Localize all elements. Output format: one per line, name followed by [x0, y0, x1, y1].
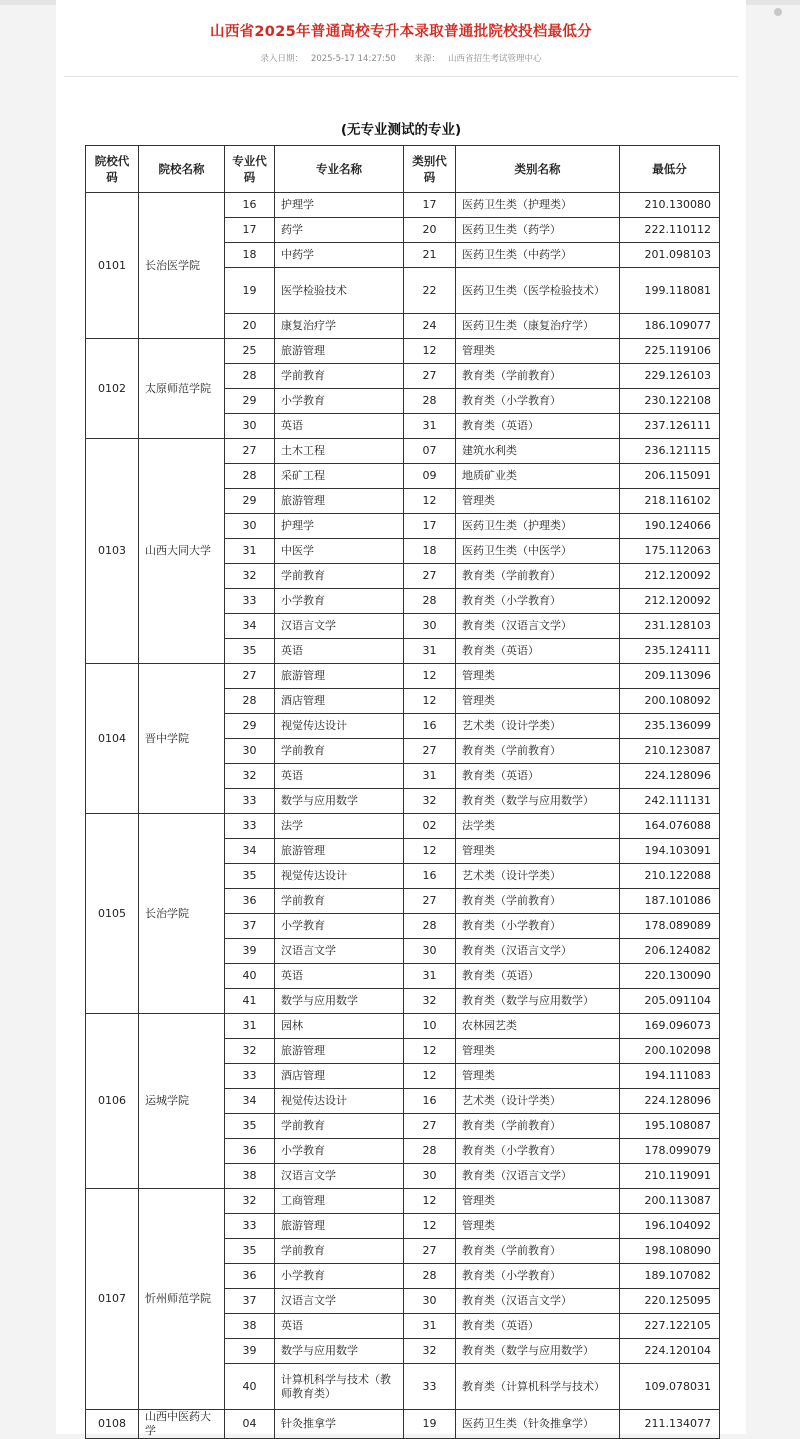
major-name-cell: 数学与应用数学	[275, 1339, 404, 1364]
min-score-cell: 187.101086	[620, 889, 720, 914]
category-code-cell: 30	[404, 1164, 456, 1189]
category-code-cell: 12	[404, 839, 456, 864]
category-code-cell: 10	[404, 1014, 456, 1039]
school-name-cell: 运城学院	[139, 1014, 225, 1189]
category-name-cell: 法学类	[456, 814, 620, 839]
category-code-cell: 27	[404, 364, 456, 389]
min-score-cell: 224.128096	[620, 764, 720, 789]
major-name-cell: 旅游管理	[275, 1039, 404, 1064]
major-name-cell: 英语	[275, 764, 404, 789]
major-name-cell: 小学教育	[275, 1139, 404, 1164]
major-code-cell: 29	[225, 389, 275, 414]
category-code-cell: 09	[404, 464, 456, 489]
min-score-cell: 210.123087	[620, 739, 720, 764]
major-code-cell: 37	[225, 914, 275, 939]
major-name-cell: 小学教育	[275, 1264, 404, 1289]
category-name-cell: 医药卫生类（护理类）	[456, 193, 620, 218]
entry-date-label: 录入日期：	[260, 54, 303, 64]
school-code-cell: 0101	[86, 193, 139, 339]
major-name-cell: 旅游管理	[275, 664, 404, 689]
min-score-cell: 236.121115	[620, 439, 720, 464]
category-code-cell: 02	[404, 814, 456, 839]
min-score-cell: 200.108092	[620, 689, 720, 714]
category-code-cell: 32	[404, 989, 456, 1014]
major-name-cell: 小学教育	[275, 389, 404, 414]
min-score-cell: 220.125095	[620, 1289, 720, 1314]
category-code-cell: 30	[404, 939, 456, 964]
corner-dot	[774, 8, 782, 16]
major-code-cell: 18	[225, 243, 275, 268]
major-name-cell: 中医学	[275, 539, 404, 564]
category-code-cell: 27	[404, 564, 456, 589]
category-name-cell: 教育类（汉语言文学）	[456, 614, 620, 639]
category-name-cell: 教育类（小学教育）	[456, 1139, 620, 1164]
major-name-cell: 法学	[275, 814, 404, 839]
min-score-cell: 169.096073	[620, 1014, 720, 1039]
major-code-cell: 30	[225, 514, 275, 539]
table-row	[86, 1410, 720, 1439]
major-code-cell: 34	[225, 1089, 275, 1114]
category-name-cell: 艺术类（设计学类）	[456, 864, 620, 889]
school-code-cell: 0103	[86, 439, 139, 664]
major-name-cell: 酒店管理	[275, 1064, 404, 1089]
major-code-cell: 33	[225, 1064, 275, 1089]
major-name-cell: 数学与应用数学	[275, 789, 404, 814]
category-code-cell: 17	[404, 193, 456, 218]
major-name-cell: 采矿工程	[275, 464, 404, 489]
min-score-cell: 201.098103	[620, 243, 720, 268]
major-code-cell: 30	[225, 414, 275, 439]
category-code-cell: 07	[404, 439, 456, 464]
major-name-cell: 视觉传达设计	[275, 1089, 404, 1114]
table-subtitle: (无专业测试的专业)	[340, 122, 462, 138]
category-name-cell: 教育类（英语）	[456, 639, 620, 664]
major-code-cell: 28	[225, 464, 275, 489]
major-name-cell: 计算机科学与技术（教师教育类）	[275, 1364, 404, 1410]
table-body	[86, 193, 720, 1439]
school-code-cell: 0108	[86, 1410, 139, 1439]
category-name-cell: 教育类（汉语言文学）	[456, 1164, 620, 1189]
major-name-cell: 旅游管理	[275, 339, 404, 364]
min-score-cell: 195.108087	[620, 1114, 720, 1139]
category-code-cell: 16	[404, 1089, 456, 1114]
category-name-cell: 医药卫生类（针灸推拿学）	[456, 1410, 620, 1439]
major-code-cell: 35	[225, 864, 275, 889]
school-name-cell: 太原师范学院	[139, 339, 225, 439]
major-code-cell: 04	[225, 1410, 275, 1439]
category-name-cell: 教育类（英语）	[456, 764, 620, 789]
min-score-cell: 198.108090	[620, 1239, 720, 1264]
category-code-cell: 12	[404, 1064, 456, 1089]
major-code-cell: 38	[225, 1314, 275, 1339]
major-code-cell: 31	[225, 1014, 275, 1039]
min-score-cell: 210.122088	[620, 864, 720, 889]
category-code-cell: 31	[404, 1314, 456, 1339]
min-score-cell: 186.109077	[620, 314, 720, 339]
min-score-cell: 218.116102	[620, 489, 720, 514]
category-code-cell: 27	[404, 1114, 456, 1139]
table-header-row	[86, 146, 720, 193]
major-code-cell: 35	[225, 639, 275, 664]
header-school-code: 院校代码	[86, 146, 139, 193]
category-code-cell: 31	[404, 764, 456, 789]
min-score-cell: 164.076088	[620, 814, 720, 839]
major-name-cell: 汉语言文学	[275, 1289, 404, 1314]
major-name-cell: 针灸推拿学	[275, 1410, 404, 1439]
major-code-cell: 40	[225, 1364, 275, 1410]
table-row	[86, 814, 720, 839]
category-name-cell: 建筑水利类	[456, 439, 620, 464]
min-score-cell: 222.110112	[620, 218, 720, 243]
major-code-cell: 30	[225, 739, 275, 764]
major-code-cell: 29	[225, 489, 275, 514]
source	[411, 54, 546, 64]
category-name-cell: 艺术类（设计学类）	[456, 714, 620, 739]
min-score-cell: 206.124082	[620, 939, 720, 964]
category-name-cell: 艺术类（设计学类）	[456, 1089, 620, 1114]
category-code-cell: 32	[404, 789, 456, 814]
min-score-cell: 200.113087	[620, 1189, 720, 1214]
divider	[64, 76, 738, 77]
min-score-cell: 224.120104	[620, 1339, 720, 1364]
category-code-cell: 16	[404, 714, 456, 739]
major-code-cell: 36	[225, 1264, 275, 1289]
major-code-cell: 36	[225, 1139, 275, 1164]
table-row	[86, 664, 720, 689]
major-code-cell: 35	[225, 1114, 275, 1139]
min-score-cell: 178.099079	[620, 1139, 720, 1164]
category-code-cell: 12	[404, 1189, 456, 1214]
min-score-cell: 200.102098	[620, 1039, 720, 1064]
major-code-cell: 29	[225, 714, 275, 739]
category-name-cell: 医药卫生类（中医学）	[456, 539, 620, 564]
major-code-cell: 36	[225, 889, 275, 914]
category-name-cell: 教育类（学前教育）	[456, 739, 620, 764]
category-name-cell: 教育类（小学教育）	[456, 389, 620, 414]
major-name-cell: 学前教育	[275, 739, 404, 764]
min-score-cell: 229.126103	[620, 364, 720, 389]
major-code-cell: 32	[225, 1189, 275, 1214]
major-code-cell: 32	[225, 764, 275, 789]
major-code-cell: 41	[225, 989, 275, 1014]
major-name-cell: 园林	[275, 1014, 404, 1039]
major-name-cell: 英语	[275, 964, 404, 989]
header-major-code: 专业代码	[225, 146, 275, 193]
major-name-cell: 小学教育	[275, 589, 404, 614]
major-code-cell: 33	[225, 589, 275, 614]
min-score-cell: 230.122108	[620, 389, 720, 414]
min-score-cell: 189.107082	[620, 1264, 720, 1289]
min-score-cell: 194.111083	[620, 1064, 720, 1089]
major-code-cell: 25	[225, 339, 275, 364]
category-name-cell: 管理类	[456, 489, 620, 514]
major-name-cell: 学前教育	[275, 364, 404, 389]
category-code-cell: 12	[404, 1039, 456, 1064]
min-score-cell: 209.113096	[620, 664, 720, 689]
category-name-cell: 医药卫生类（药学）	[456, 218, 620, 243]
entry-date	[256, 54, 399, 64]
major-name-cell: 旅游管理	[275, 489, 404, 514]
major-name-cell: 英语	[275, 414, 404, 439]
major-name-cell: 旅游管理	[275, 839, 404, 864]
category-name-cell: 教育类（数学与应用数学）	[456, 789, 620, 814]
category-name-cell: 医药卫生类（中药学）	[456, 243, 620, 268]
major-name-cell: 中药学	[275, 243, 404, 268]
category-name-cell: 教育类（英语）	[456, 414, 620, 439]
major-code-cell: 31	[225, 539, 275, 564]
article-meta	[56, 52, 746, 64]
major-code-cell: 20	[225, 314, 275, 339]
category-name-cell: 教育类（英语）	[456, 964, 620, 989]
min-score-cell: 206.115091	[620, 464, 720, 489]
category-name-cell: 管理类	[456, 1214, 620, 1239]
category-code-cell: 30	[404, 614, 456, 639]
category-name-cell: 管理类	[456, 839, 620, 864]
category-code-cell: 21	[404, 243, 456, 268]
category-name-cell: 教育类（数学与应用数学）	[456, 989, 620, 1014]
min-score-cell: 224.128096	[620, 1089, 720, 1114]
school-name-cell: 晋中学院	[139, 664, 225, 814]
major-code-cell: 33	[225, 814, 275, 839]
category-code-cell: 27	[404, 739, 456, 764]
category-code-cell: 27	[404, 1239, 456, 1264]
category-code-cell: 17	[404, 514, 456, 539]
major-name-cell: 学前教育	[275, 1239, 404, 1264]
category-code-cell: 28	[404, 589, 456, 614]
category-name-cell: 教育类（英语）	[456, 1314, 620, 1339]
major-code-cell: 38	[225, 1164, 275, 1189]
major-code-cell: 37	[225, 1289, 275, 1314]
major-name-cell: 汉语言文学	[275, 1164, 404, 1189]
category-name-cell: 教育类（汉语言文学）	[456, 939, 620, 964]
major-name-cell: 学前教育	[275, 1114, 404, 1139]
major-name-cell: 数学与应用数学	[275, 989, 404, 1014]
source-label: 来源：	[414, 54, 441, 64]
entry-date-value: 2025-5-17 14:27:50	[310, 54, 396, 64]
min-score-cell: 231.128103	[620, 614, 720, 639]
major-name-cell: 汉语言文学	[275, 939, 404, 964]
category-name-cell: 教育类（小学教育）	[456, 589, 620, 614]
major-code-cell: 17	[225, 218, 275, 243]
min-score-cell: 212.120092	[620, 564, 720, 589]
major-code-cell: 39	[225, 1339, 275, 1364]
category-name-cell: 管理类	[456, 1039, 620, 1064]
category-code-cell: 31	[404, 964, 456, 989]
category-name-cell: 医药卫生类（康复治疗学）	[456, 314, 620, 339]
major-code-cell: 19	[225, 268, 275, 314]
major-name-cell: 护理学	[275, 514, 404, 539]
category-code-cell: 20	[404, 218, 456, 243]
school-code-cell: 0107	[86, 1189, 139, 1410]
category-name-cell: 教育类（数学与应用数学）	[456, 1339, 620, 1364]
major-code-cell: 34	[225, 839, 275, 864]
min-score-cell: 227.122105	[620, 1314, 720, 1339]
source-value: 山西省招生考试管理中心	[448, 54, 542, 64]
major-code-cell: 28	[225, 364, 275, 389]
category-name-cell: 教育类（学前教育）	[456, 364, 620, 389]
category-name-cell: 教育类（学前教育）	[456, 1239, 620, 1264]
school-name-cell: 长治医学院	[139, 193, 225, 339]
major-code-cell: 27	[225, 439, 275, 464]
min-score-cell: 194.103091	[620, 839, 720, 864]
category-code-cell: 12	[404, 689, 456, 714]
category-code-cell: 12	[404, 1214, 456, 1239]
category-name-cell: 教育类（学前教育）	[456, 1114, 620, 1139]
category-code-cell: 12	[404, 339, 456, 364]
min-score-cell: 225.119106	[620, 339, 720, 364]
min-score-cell: 196.104092	[620, 1214, 720, 1239]
major-name-cell: 药学	[275, 218, 404, 243]
article-title: 山西省2025年普通高校专升本录取普通批院校投档最低分	[210, 24, 592, 40]
major-name-cell: 旅游管理	[275, 1214, 404, 1239]
major-code-cell: 28	[225, 689, 275, 714]
major-name-cell: 小学教育	[275, 914, 404, 939]
major-name-cell: 康复治疗学	[275, 314, 404, 339]
category-code-cell: 16	[404, 864, 456, 889]
category-name-cell: 管理类	[456, 689, 620, 714]
min-score-cell: 237.126111	[620, 414, 720, 439]
min-score-cell: 199.118081	[620, 268, 720, 314]
header-school-name: 院校名称	[139, 146, 225, 193]
category-name-cell: 农林园艺类	[456, 1014, 620, 1039]
header-category-name: 类别名称	[456, 146, 620, 193]
major-code-cell: 32	[225, 564, 275, 589]
min-score-cell: 242.111131	[620, 789, 720, 814]
category-name-cell: 地质矿业类	[456, 464, 620, 489]
major-name-cell: 酒店管理	[275, 689, 404, 714]
major-name-cell: 汉语言文学	[275, 614, 404, 639]
min-score-cell: 178.089089	[620, 914, 720, 939]
major-name-cell: 视觉传达设计	[275, 714, 404, 739]
school-code-cell: 0104	[86, 664, 139, 814]
school-name-cell: 山西中医药大学	[139, 1410, 225, 1439]
category-code-cell: 28	[404, 914, 456, 939]
category-name-cell: 管理类	[456, 1189, 620, 1214]
major-name-cell: 护理学	[275, 193, 404, 218]
min-score-cell: 235.124111	[620, 639, 720, 664]
category-name-cell: 管理类	[456, 664, 620, 689]
category-name-cell: 教育类（汉语言文学）	[456, 1289, 620, 1314]
min-score-cell: 212.120092	[620, 589, 720, 614]
school-name-cell: 山西大同大学	[139, 439, 225, 664]
table-row	[86, 339, 720, 364]
major-name-cell: 英语	[275, 639, 404, 664]
min-score-cell: 109.078031	[620, 1364, 720, 1410]
table-row	[86, 439, 720, 464]
category-code-cell: 32	[404, 1339, 456, 1364]
header-min-score: 最低分	[620, 146, 720, 193]
major-code-cell: 27	[225, 664, 275, 689]
major-name-cell: 工商管理	[275, 1189, 404, 1214]
school-code-cell: 0102	[86, 339, 139, 439]
category-code-cell: 18	[404, 539, 456, 564]
category-code-cell: 30	[404, 1289, 456, 1314]
major-code-cell: 32	[225, 1039, 275, 1064]
min-score-cell: 211.134077	[620, 1410, 720, 1439]
category-code-cell: 24	[404, 314, 456, 339]
category-name-cell: 管理类	[456, 339, 620, 364]
category-name-cell: 管理类	[456, 1064, 620, 1089]
min-score-cell: 190.124066	[620, 514, 720, 539]
score-table	[85, 145, 720, 1439]
category-code-cell: 28	[404, 389, 456, 414]
table-row	[86, 193, 720, 218]
header-category-code: 类别代码	[404, 146, 456, 193]
category-name-cell: 医药卫生类（医学检验技术）	[456, 268, 620, 314]
category-code-cell: 12	[404, 489, 456, 514]
major-name-cell: 视觉传达设计	[275, 864, 404, 889]
category-name-cell: 教育类（小学教育）	[456, 1264, 620, 1289]
category-code-cell: 28	[404, 1139, 456, 1164]
school-code-cell: 0106	[86, 1014, 139, 1189]
major-code-cell: 39	[225, 939, 275, 964]
category-code-cell: 28	[404, 1264, 456, 1289]
article-content	[56, 0, 746, 1437]
min-score-cell: 205.091104	[620, 989, 720, 1014]
school-code-cell: 0105	[86, 814, 139, 1014]
category-name-cell: 教育类（学前教育）	[456, 564, 620, 589]
category-code-cell: 31	[404, 639, 456, 664]
min-score-cell: 235.136099	[620, 714, 720, 739]
category-code-cell: 31	[404, 414, 456, 439]
major-name-cell: 学前教育	[275, 889, 404, 914]
min-score-cell: 220.130090	[620, 964, 720, 989]
major-code-cell: 40	[225, 964, 275, 989]
school-name-cell: 长治学院	[139, 814, 225, 1014]
category-code-cell: 12	[404, 664, 456, 689]
school-name-cell: 忻州师范学院	[139, 1189, 225, 1410]
category-name-cell: 教育类（学前教育）	[456, 889, 620, 914]
table-row	[86, 1189, 720, 1214]
category-code-cell: 33	[404, 1364, 456, 1410]
major-name-cell: 学前教育	[275, 564, 404, 589]
min-score-cell: 175.112063	[620, 539, 720, 564]
major-code-cell: 33	[225, 1214, 275, 1239]
category-name-cell: 医药卫生类（护理类）	[456, 514, 620, 539]
min-score-cell: 210.119091	[620, 1164, 720, 1189]
major-name-cell: 土木工程	[275, 439, 404, 464]
major-name-cell: 英语	[275, 1314, 404, 1339]
major-code-cell: 34	[225, 614, 275, 639]
min-score-cell: 210.130080	[620, 193, 720, 218]
major-code-cell: 35	[225, 1239, 275, 1264]
category-name-cell: 教育类（计算机科学与技术）	[456, 1364, 620, 1410]
major-code-cell: 16	[225, 193, 275, 218]
category-code-cell: 27	[404, 889, 456, 914]
category-code-cell: 19	[404, 1410, 456, 1439]
major-name-cell: 医学检验技术	[275, 268, 404, 314]
table-row	[86, 1014, 720, 1039]
major-code-cell: 33	[225, 789, 275, 814]
category-name-cell: 教育类（小学教育）	[456, 914, 620, 939]
category-code-cell: 22	[404, 268, 456, 314]
header-major-name: 专业名称	[275, 146, 404, 193]
